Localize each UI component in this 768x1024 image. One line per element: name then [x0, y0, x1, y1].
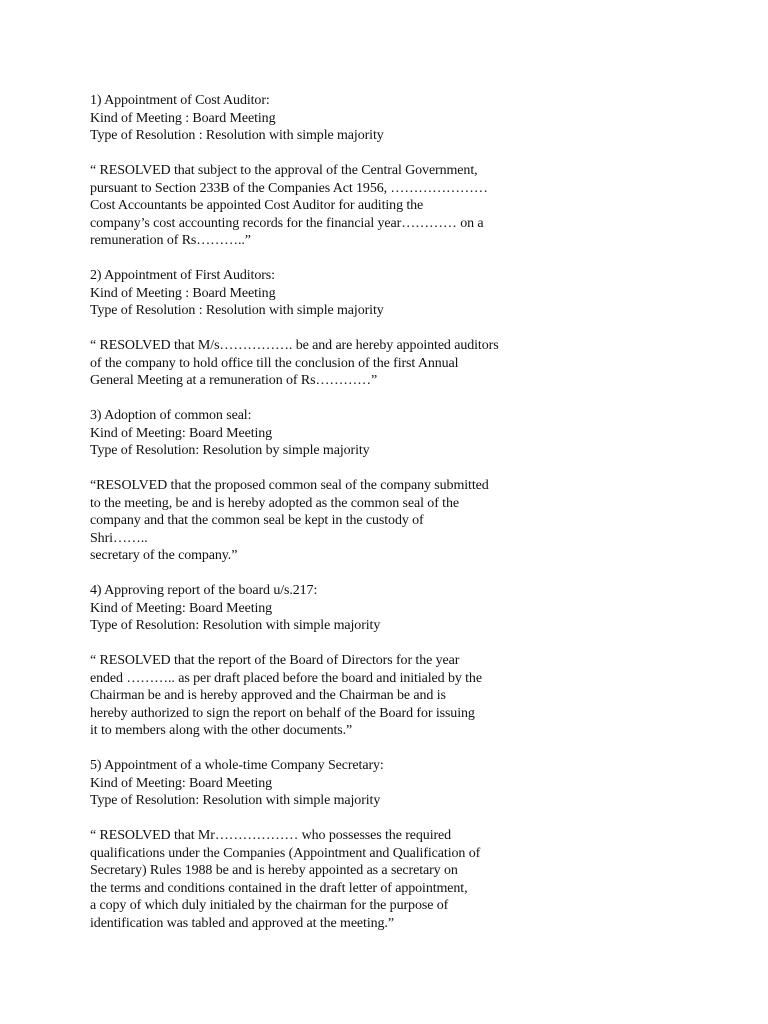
spacer — [90, 250, 560, 268]
spacer — [90, 810, 560, 828]
resolution-text-line: the terms and conditions contained in the draft letter of appointment, — [90, 880, 468, 896]
resolution-text-line: “ RESOLVED that M/s……………. be and are hereby appointed auditors — [90, 338, 499, 353]
meeting-kind: Kind of Meeting: Board Meeting — [90, 775, 273, 791]
resolution-section-4 — [90, 582, 560, 757]
resolution-text-line: identification was tabled and approved at the meeting.” — [90, 915, 394, 931]
resolution-type: Type of Resolution : Resolution with simple majority — [90, 303, 384, 318]
resolution-text-line: pursuant to Section 233B of the Companies Act 1956, ………………… — [90, 180, 488, 196]
meeting-kind: Kind of Meeting : Board Meeting — [90, 285, 276, 301]
spacer — [90, 460, 560, 478]
resolution-section-2 — [90, 267, 560, 407]
resolution-text-line: “RESOLVED that the proposed common seal of the company submitted — [90, 478, 489, 493]
section-title: 1) Appointment of Cost Auditor: — [90, 93, 270, 108]
meeting-kind: Kind of Meeting: Board Meeting — [90, 425, 273, 441]
resolution-text-line: company and that the common seal be kept in the custody of — [90, 513, 424, 528]
resolution-text-line: “ RESOLVED that subject to the approval of the Central Government, — [90, 163, 478, 178]
resolution-section-3 — [90, 407, 560, 582]
resolution-text-line: General Meeting at a remuneration of Rs…………” — [90, 373, 378, 388]
document-page — [90, 92, 560, 932]
resolution-text-line: remuneration of Rs………..” — [90, 233, 251, 248]
resolution-type: Type of Resolution: Resolution by simple majority — [90, 443, 370, 458]
spacer — [90, 320, 560, 338]
resolution-text-line: Secretary) Rules 1988 be and is hereby appointed as a secretary on — [90, 863, 458, 878]
resolution-type: Type of Resolution: Resolution with simple majority — [90, 618, 381, 633]
resolution-text-line: qualifications under the Companies (Appointment and Qualification of — [90, 845, 481, 861]
resolution-text-line: secretary of the company.” — [90, 548, 238, 563]
resolution-text-line: Shri…….. — [90, 530, 148, 546]
section-title: 3) Adoption of common seal: — [90, 408, 252, 423]
spacer — [90, 740, 560, 758]
resolution-type: Type of Resolution : Resolution with simple majority — [90, 128, 384, 143]
resolution-text-line: company’s cost accounting records for the financial year………… on a — [90, 215, 484, 231]
section-title: 2) Appointment of First Auditors: — [90, 268, 275, 283]
spacer — [90, 390, 560, 408]
section-title: 4) Approving report of the board u/s.217: — [90, 583, 318, 598]
meeting-kind: Kind of Meeting : Board Meeting — [90, 110, 276, 126]
spacer — [90, 565, 560, 583]
resolution-text-line: it to members along with the other documents.” — [90, 723, 353, 738]
resolution-text-line: a copy of which duly initialed by the chairman for the purpose of — [90, 898, 449, 913]
section-title: 5) Appointment of a whole-time Company Secretary: — [90, 758, 384, 773]
resolution-text-line: Cost Accountants be appointed Cost Auditor for auditing the — [90, 198, 424, 213]
resolution-text-line: ended ……….. as per draft placed before the board and initialed by the — [90, 670, 482, 686]
resolution-section-1 — [90, 92, 560, 267]
resolution-section-5 — [90, 757, 560, 932]
resolution-text-line: Chairman be and is hereby approved and the Chairman be and is — [90, 688, 446, 703]
meeting-kind: Kind of Meeting: Board Meeting — [90, 600, 273, 616]
resolution-text-line: of the company to hold office till the conclusion of the first Annual — [90, 355, 459, 371]
resolution-text-line: to the meeting, be and is hereby adopted as the common seal of the — [90, 495, 459, 511]
spacer — [90, 635, 560, 653]
spacer — [90, 145, 560, 163]
resolution-text-line: hereby authorized to sign the report on behalf of the Board for issuing — [90, 705, 475, 721]
resolution-type: Type of Resolution: Resolution with simple majority — [90, 793, 381, 808]
resolution-text-line: “ RESOLVED that Mr……………… who possesses the required — [90, 828, 452, 843]
resolution-text-line: “ RESOLVED that the report of the Board of Directors for the year — [90, 653, 460, 668]
